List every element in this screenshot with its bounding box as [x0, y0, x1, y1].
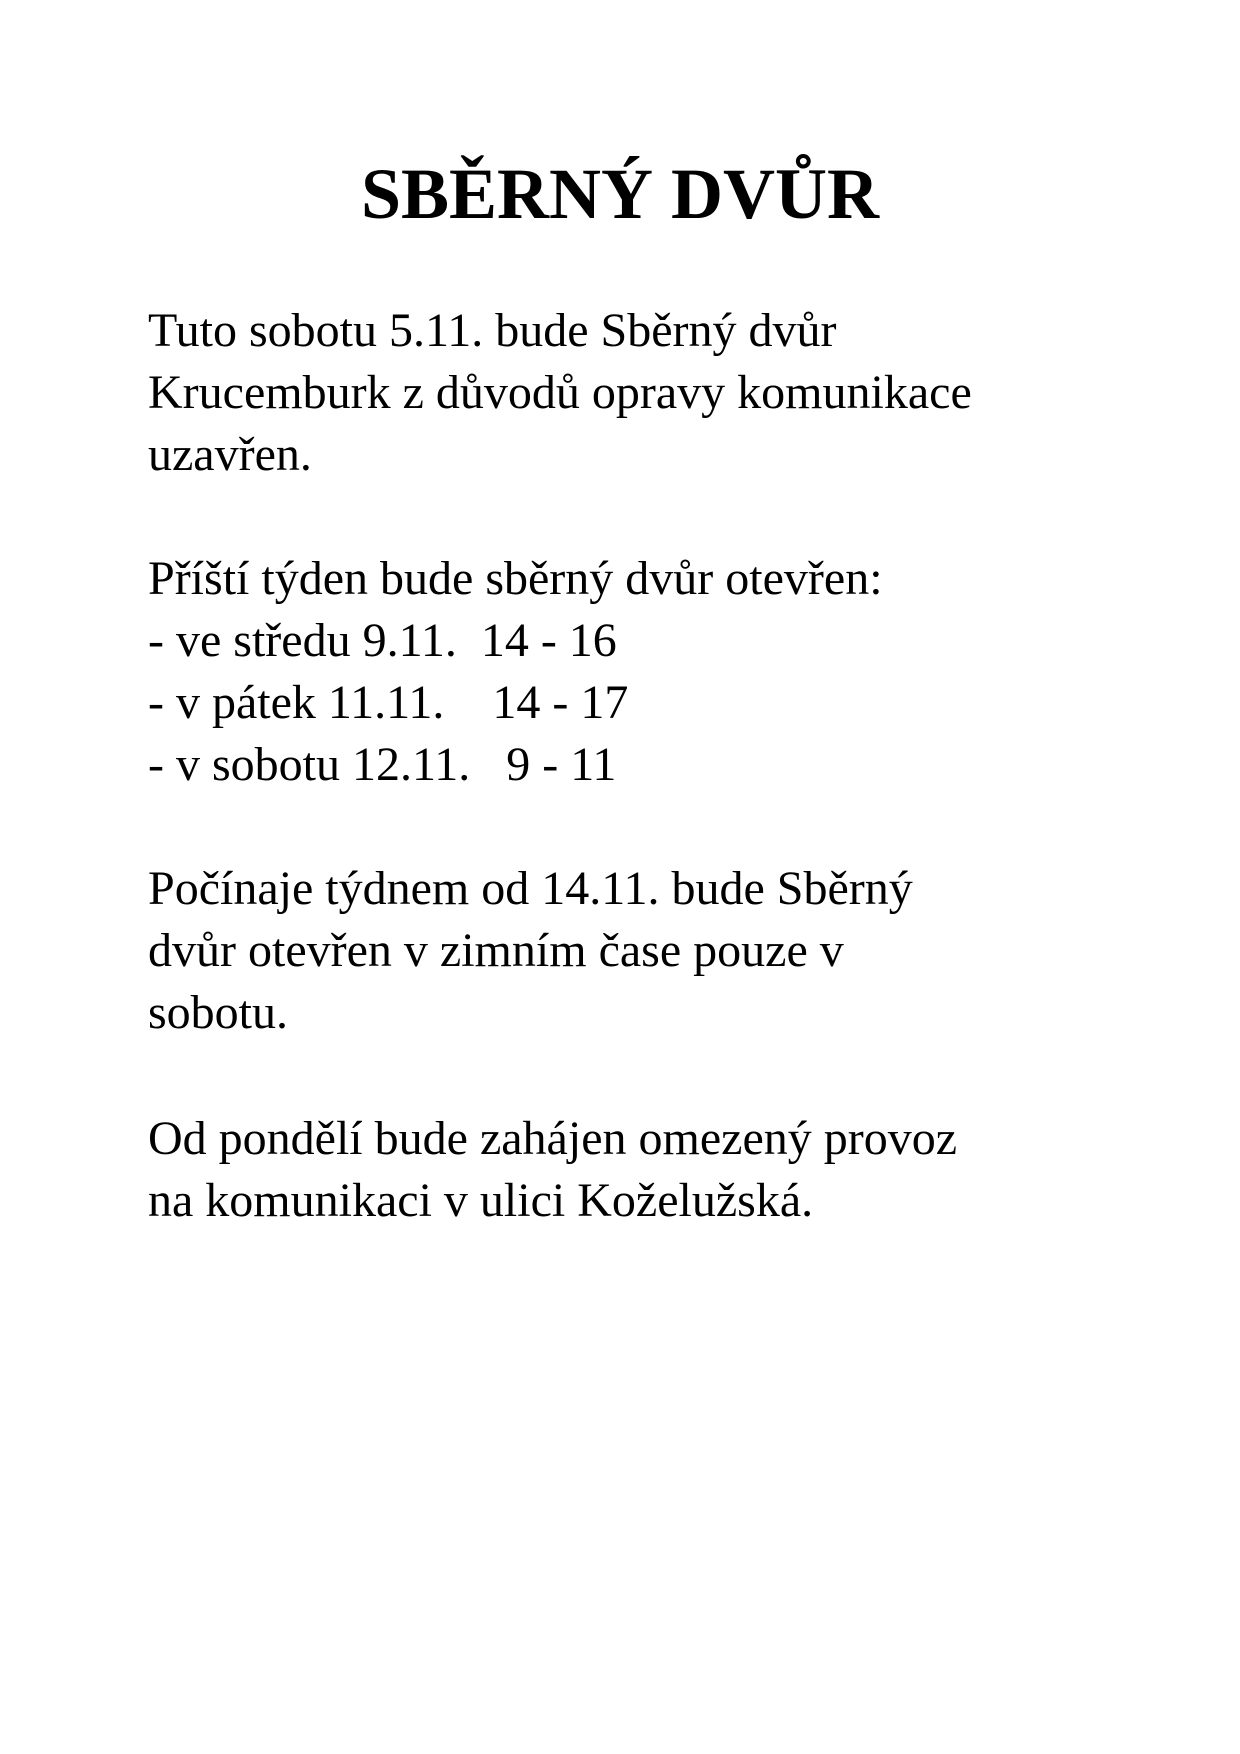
text-line: Krucemburk z důvodů opravy komunikace — [148, 366, 972, 419]
text-line: sobotu. — [148, 986, 289, 1039]
schedule-item-friday: - v pátek 11.11. 14 - 17 — [148, 676, 629, 729]
text-line: Počínaje týdnem od 14.11. bude Sběrný — [148, 862, 913, 915]
schedule-item-saturday: - v sobotu 12.11. 9 - 11 — [148, 738, 617, 791]
text-line: Příští týden bude sběrný dvůr otevřen: — [148, 552, 883, 605]
winter-hours-paragraph — [148, 858, 1148, 1044]
text-line: uzavřen. — [148, 428, 312, 481]
closure-notice-paragraph — [148, 300, 1148, 486]
page-title: SBĚRNÝ DVŮR — [360, 154, 880, 234]
text-line: na komunikaci v ulici Koželužská. — [148, 1174, 814, 1227]
text-line: Tuto sobotu 5.11. bude Sběrný dvůr — [148, 304, 837, 357]
text-line: Od pondělí bude zahájen omezený provoz — [148, 1112, 958, 1165]
traffic-restriction-paragraph — [148, 1108, 1148, 1232]
opening-hours-paragraph — [148, 548, 1148, 796]
text-line: dvůr otevřen v zimním čase pouze v — [148, 924, 844, 977]
schedule-item-wednesday: - ve středu 9.11. 14 - 16 — [148, 614, 617, 667]
